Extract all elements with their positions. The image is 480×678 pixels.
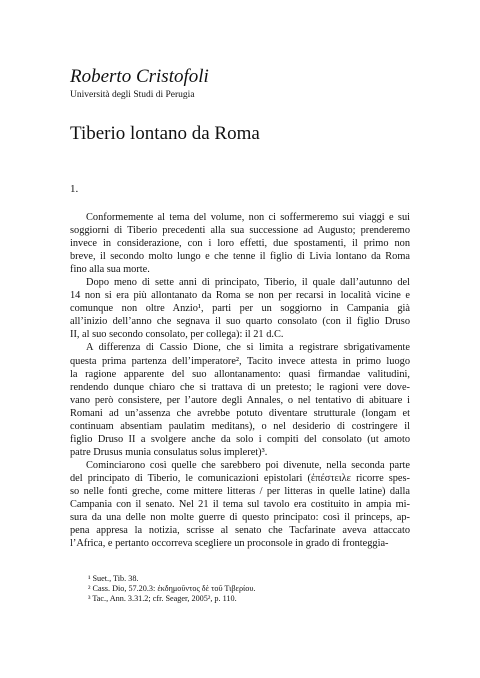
text-line: Romani ad un’assenza che avrebbe potuto diventare strutturale (longam et [70, 407, 410, 419]
text-line: comunque non oltre Anzio¹, parti per un soggiorno in Campania già [70, 303, 410, 315]
text-line: breve, il secondo molto lungo e che tenne il figlio di Livia lontano da Roma [70, 251, 410, 263]
text-line: invece in considerazione, con i loro effetti, due spostamenti, il primo non [70, 238, 410, 250]
text-line: fino alla sua morte. [70, 264, 150, 276]
text-line: soggiorni di Tiberio precedenti alla sua successione ad Augusto; prenderemo [70, 225, 410, 237]
footnote: ³ Tac., Ann. 3.31.2; cfr. Seager, 2005², p. 110. [88, 594, 237, 604]
text-line: questa prima partenza dell’imperatore², Tacito invece attesta in primo luogo [70, 355, 410, 367]
text-line: l’Africa, e pertanto occorreva scegliere un proconsole in grado di fronteggia- [70, 538, 389, 550]
text-line: continuam absentiam paulatim meditans), o nel desiderio di costringere il [70, 420, 410, 432]
text-line: Conformemente al tema del volume, non ci soffermeremo sui viaggi e sui [86, 212, 410, 223]
text-line: II, al suo secondo consolato, per collega): il 21 d.C. [70, 329, 284, 341]
paragraph [70, 211, 410, 276]
text-line: pena appresa la notizia, scrisse al senato che Tacfarinate aveva attaccato [70, 525, 410, 537]
paragraph [70, 459, 410, 550]
page-content [70, 66, 410, 550]
body-text [70, 211, 410, 550]
text-line: 14 non si era più allontanato da Roma se non per recarsi in località vicine e [70, 290, 410, 302]
text-line: patre Drusus munia consulatus solus impleret)³. [70, 446, 268, 458]
author-affiliation: Università degli Studi di Perugia [70, 90, 195, 100]
footnote: ² Cass. Dio, 57.20.3: ἐκδημοῦντος δὲ τοῦ Τιβερίου. [88, 584, 256, 594]
footnotes [88, 574, 408, 605]
text-line: A differenza di Cassio Dione, che si limita a registrare sbrigativamente [86, 342, 410, 354]
text-line: Dopo meno di sette anni di principato, Tiberio, il quale dall’autunno del [86, 277, 410, 289]
text-line: all’inizio dell’anno che segnava il suo quarto consolato (con il figlio Druso [70, 316, 410, 328]
author-name: Roberto Cristofoli [70, 66, 209, 87]
paragraph [70, 341, 410, 458]
paragraph [70, 276, 410, 341]
text-line: del principato di Tiberio, le comunicazioni epistolari (ἐπέστειλε ricorre spes- [70, 472, 410, 484]
section-number: 1. [70, 183, 79, 195]
text-line: so nelle fonti greche, come mittere litteras / per litteras in quelle latine) dalla [70, 485, 410, 497]
text-line: vano però consistere, per l’autore degli Annales, o nel tentativo di abituare i [70, 394, 410, 406]
text-line: la ragione apparente del suo allontanamento: quasi firmandae valitudini, [70, 368, 410, 380]
text-line: sura da una delle non molte guerre di questo principato: così il princeps, ap- [70, 512, 410, 524]
text-line: Cominciarono così quelle che sarebbero poi divenute, nella seconda parte [86, 459, 410, 471]
text-line: Campania con il senato. Nel 21 il tema sul tavolo era costituito in ampia mi- [70, 499, 410, 511]
footnote: ¹ Suet., Tib. 38. [88, 574, 139, 583]
article-title: Tiberio lontano da Roma [70, 123, 260, 144]
text-line: figlio Druso II a svolgere anche da solo i compiti del consolato (ut amoto [70, 433, 410, 445]
text-line: rendendo dunque chiaro che si trattava di un pretesto; le ragioni vere dove- [70, 381, 410, 393]
